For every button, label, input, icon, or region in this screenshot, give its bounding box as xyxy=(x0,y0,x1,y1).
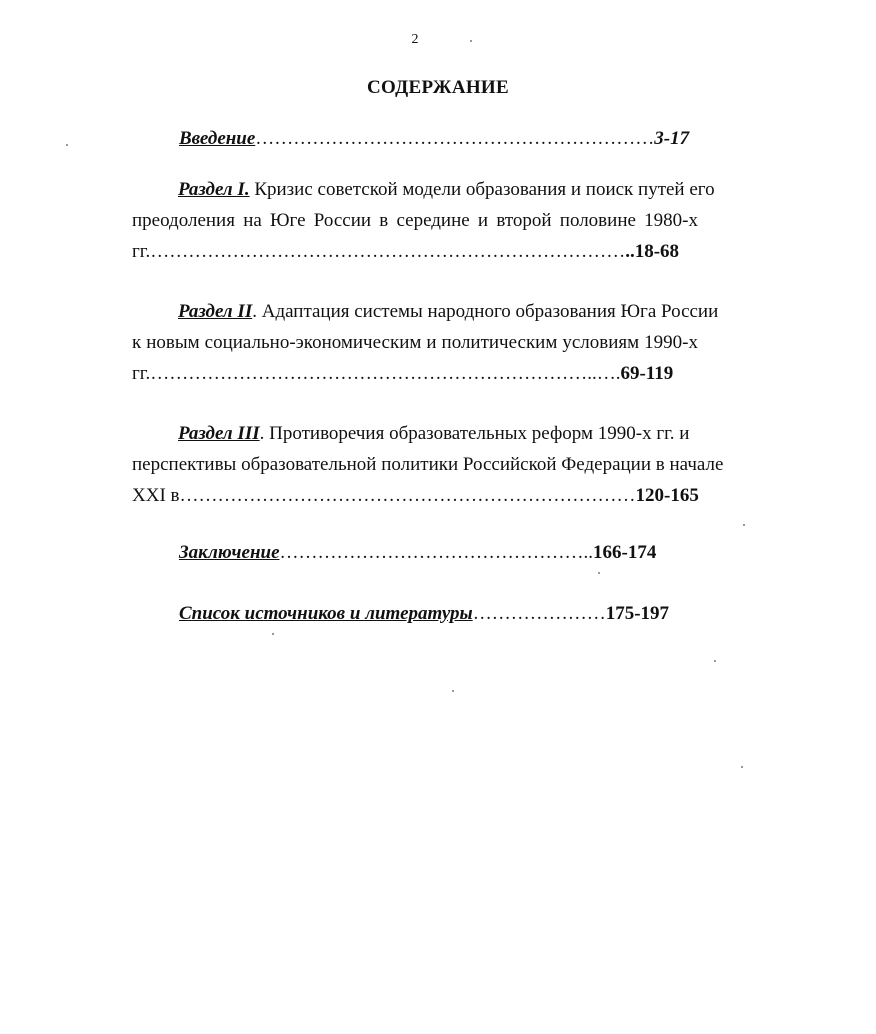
toc-section2-text1: . Адаптация системы народного образования Юга России xyxy=(252,301,719,322)
scan-speck xyxy=(470,40,472,42)
toc-section3-line2: перспективы образовательной политики Российской Федерации в начале xyxy=(132,454,724,475)
toc-section2-line2: к новым социально-экономическим и политическим условиям 1990-х xyxy=(132,332,698,353)
toc-section2-line1 xyxy=(132,296,719,327)
toc-intro-pages: 3-17 xyxy=(654,128,690,149)
toc-section2-line3 xyxy=(132,358,698,389)
toc-section2-pages: 69-119 xyxy=(620,363,674,384)
toc-section1-text1: Кризис советской модели образования и поиск путей его xyxy=(249,179,715,200)
scan-speck xyxy=(598,572,600,574)
scan-speck xyxy=(66,144,68,146)
toc-section1-line1 xyxy=(132,174,715,205)
toc-section1-line3 xyxy=(132,236,698,267)
toc-section1-pages: ..18-68 xyxy=(625,241,680,262)
scan-speck xyxy=(452,690,454,692)
toc-sources-label: Список источников и литературы xyxy=(179,603,473,624)
toc-entry-section-3[interactable] xyxy=(132,418,724,511)
toc-section3-label: Раздел III xyxy=(178,423,260,444)
scan-speck xyxy=(743,524,745,526)
toc-section2-leader: гг.……………………………………………………………..…. xyxy=(132,363,621,384)
toc-section3-text1: . Противоречия образовательных реформ 1990-х гг. и xyxy=(259,423,690,444)
toc-entry-conclusion[interactable] xyxy=(179,542,657,564)
scan-speck xyxy=(741,766,743,768)
toc-section1-label: Раздел I. xyxy=(178,179,250,200)
scan-speck xyxy=(714,660,716,662)
toc-section3-leader: XXI в……………………………………………………………… xyxy=(132,485,636,506)
page-number: 2 xyxy=(411,32,419,47)
toc-entry-section-1[interactable] xyxy=(132,174,715,267)
toc-sources-leader: ………………… xyxy=(472,603,606,624)
toc-section1-line2: преодоления на Юге России в середине и второй половине 1980-х xyxy=(132,210,698,231)
toc-intro-leader: ……………………………………………………… xyxy=(255,128,655,149)
toc-section3-line3 xyxy=(132,480,698,511)
page-title: СОДЕРЖАНИЕ xyxy=(367,77,509,98)
toc-conclusion-pages: 166-174 xyxy=(593,542,657,563)
scan-speck xyxy=(272,633,274,635)
toc-entry-section-2[interactable] xyxy=(132,296,719,389)
toc-conclusion-label: Заключение xyxy=(179,542,280,563)
toc-section1-leader: гг.………………………………………………………………… xyxy=(132,241,626,262)
toc-section2-label: Раздел II xyxy=(178,301,253,322)
toc-entry-sources[interactable] xyxy=(179,603,670,625)
toc-section3-line1 xyxy=(132,418,698,449)
toc-conclusion-leader: ………………………………………….. xyxy=(279,542,594,563)
toc-section3-pages: 120-165 xyxy=(635,485,699,506)
toc-sources-pages: 175-197 xyxy=(605,603,670,624)
toc-intro-label: Введение xyxy=(179,128,256,149)
toc-entry-intro[interactable] xyxy=(179,128,690,150)
